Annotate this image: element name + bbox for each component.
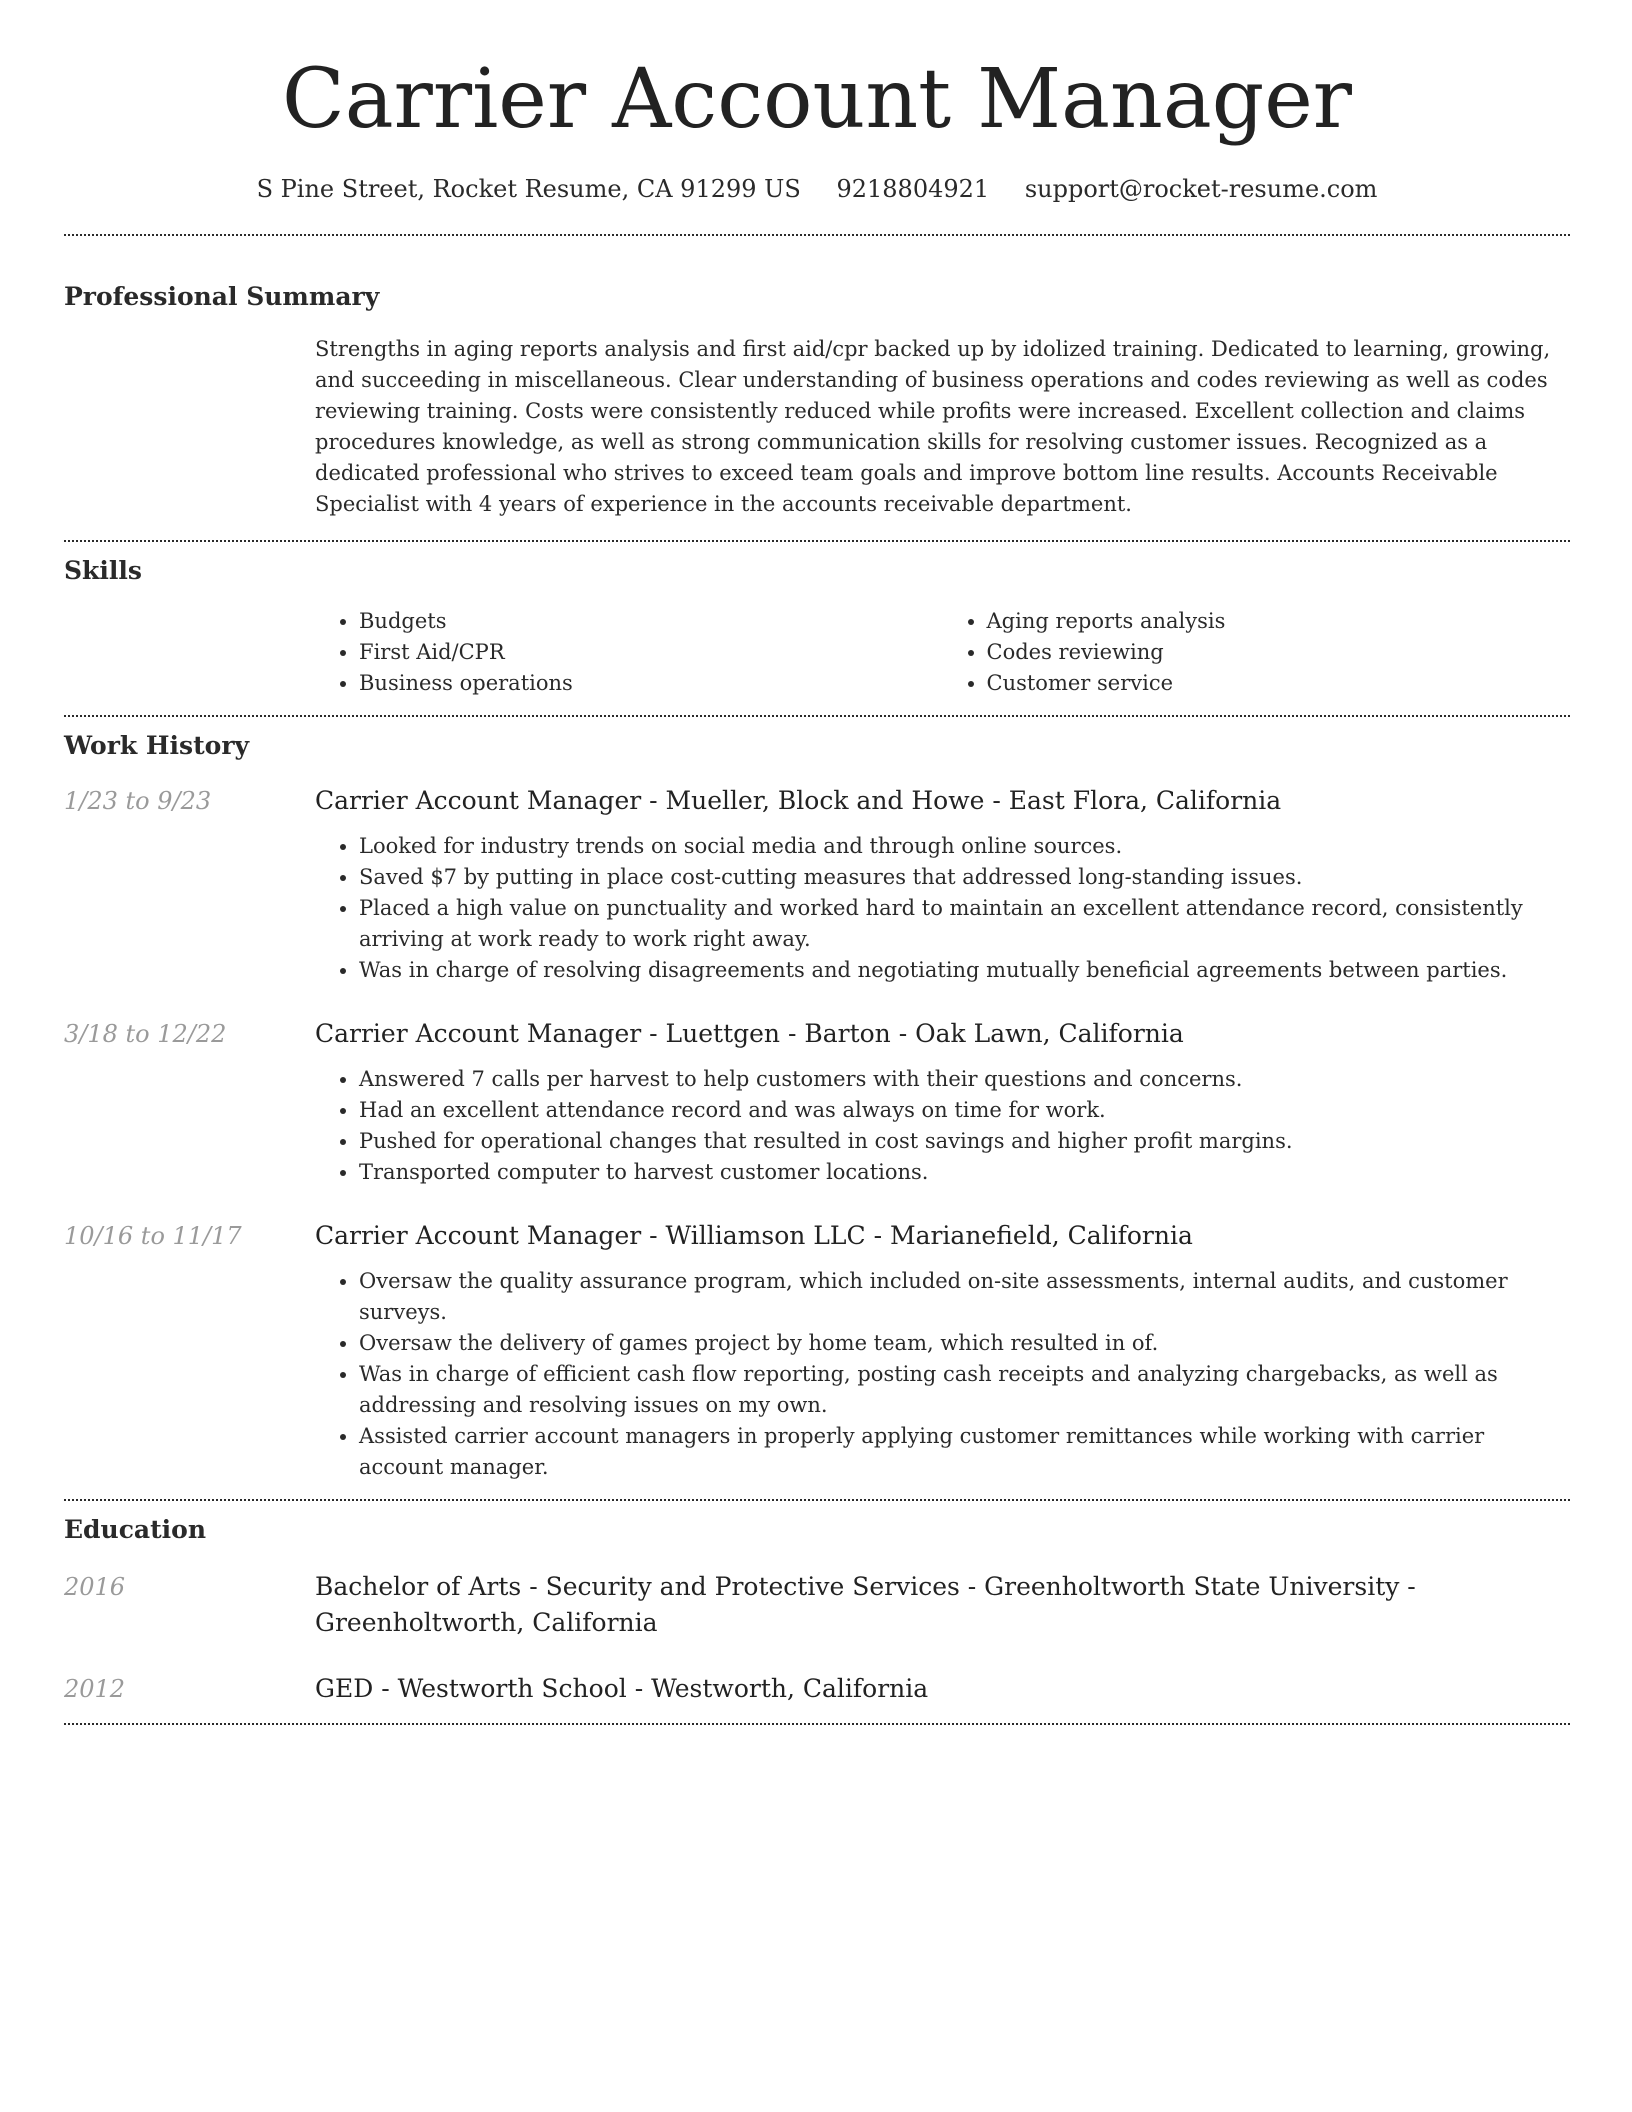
skills-section	[64, 554, 1570, 699]
skill-item: • Budgets	[359, 606, 943, 637]
job-bullets	[315, 831, 1570, 986]
skills-list	[315, 606, 1570, 699]
contact-phone: 9218804921	[836, 175, 990, 203]
job-header	[64, 1218, 1570, 1254]
section-divider	[64, 1723, 1570, 1725]
education-entry	[64, 1671, 1570, 1707]
skill-item: • Aging reports analysis	[987, 606, 1571, 637]
summary-text: Strengths in aging reports analysis and first aid/cpr backed up by idolized training. Dedicated to learning, growing, and succeeding in miscellaneous. Clear understanding of business operations and codes reviewing as well as codes reviewing training. Costs were consistently reduced while profits were increased. Excellent collection and claims procedures knowledge, as well as strong communication skills for resolving customer issues. Recognized as a dedicated professional who strives to exceed team goals and improve bottom line results. Accounts Receivable Specialist with 4 years of experience in the accounts receivable department.	[315, 337, 1551, 516]
job-entry	[64, 1016, 1570, 1188]
work-section	[64, 729, 1570, 1483]
job-heading: Carrier Account Manager - Mueller, Block and Howe - East Flora, California	[315, 786, 1282, 815]
job-entry	[64, 1218, 1570, 1483]
job-bullets	[315, 1064, 1570, 1188]
job-bullet: • Saved $7 by putting in place cost-cutting measures that addressed long-standing issues.	[359, 862, 1570, 893]
section-divider	[64, 1499, 1570, 1501]
summary-title: Professional Summary	[64, 282, 380, 311]
skills-title: Skills	[64, 556, 142, 585]
job-bullet: • Looked for industry trends on social media and through online sources.	[359, 831, 1570, 862]
job-bullet: • Was in charge of efficient cash flow reporting, posting cash receipts and analyzing chargebacks, as well as addressing and resolving issues on my own.	[359, 1359, 1570, 1421]
skills-column-right	[943, 606, 1571, 699]
job-dates: 3/18 to 12/22	[64, 1020, 227, 1048]
skill-item: • Business operations	[359, 668, 943, 699]
skill-item: • Codes reviewing	[987, 637, 1571, 668]
job-bullet: • Had an excellent attendance record and was always on time for work.	[359, 1095, 1570, 1126]
job-heading: Carrier Account Manager - Williamson LLC - Marianefield, California	[315, 1221, 1193, 1250]
work-title: Work History	[64, 731, 250, 760]
resume-page	[64, 0, 1570, 1725]
skill-item: • First Aid/CPR	[359, 637, 943, 668]
job-bullet: • Transported computer to harvest customer locations.	[359, 1157, 1570, 1188]
job-header	[64, 783, 1570, 819]
job-bullet: • Answered 7 calls per harvest to help customers with their questions and concerns.	[359, 1064, 1570, 1095]
section-divider	[64, 715, 1570, 717]
job-bullet: • Assisted carrier account managers in properly applying customer remittances while working with carrier account manager.	[359, 1421, 1570, 1483]
job-heading: Carrier Account Manager - Luettgen - Barton - Oak Lawn, California	[315, 1019, 1184, 1048]
job-bullet: • Pushed for operational changes that resulted in cost savings and higher profit margins.	[359, 1126, 1570, 1157]
education-section	[64, 1513, 1570, 1707]
job-bullet: • Oversaw the delivery of games project by home team, which resulted in of.	[359, 1328, 1570, 1359]
skills-column-left	[315, 606, 943, 699]
contact-email: support@rocket-resume.com	[1024, 175, 1378, 203]
education-title: Education	[64, 1515, 207, 1544]
education-heading: GED - Westworth School - Westworth, California	[315, 1674, 929, 1703]
job-header	[64, 1016, 1570, 1052]
job-entry	[64, 783, 1570, 986]
education-heading: Bachelor of Arts - Security and Protective Services - Greenholtworth State University - Greenholtworth, California	[315, 1572, 1416, 1637]
job-bullet: • Oversaw the quality assurance program, which included on-site assessments, internal audits, and customer surveys.	[359, 1266, 1570, 1328]
skill-item: • Customer service	[987, 668, 1571, 699]
job-dates: 1/23 to 9/23	[64, 787, 212, 815]
education-year: 2012	[64, 1675, 126, 1703]
job-bullet: • Was in charge of resolving disagreements and negotiating mutually beneficial agreements between parties.	[359, 955, 1570, 986]
contact-address: S Pine Street, Rocket Resume, CA 91299 US	[256, 175, 801, 203]
job-bullet: • Placed a high value on punctuality and worked hard to maintain an excellent attendance record, consistently arriving at work ready to work right away.	[359, 893, 1570, 955]
section-divider	[64, 234, 1570, 236]
resume-name: Carrier Account Manager	[282, 52, 1352, 147]
education-entry	[64, 1569, 1570, 1641]
summary-section	[64, 280, 1570, 520]
section-divider	[64, 540, 1570, 542]
job-dates: 10/16 to 11/17	[64, 1222, 242, 1250]
education-year: 2016	[64, 1573, 126, 1601]
contact-line	[64, 172, 1570, 206]
job-bullets	[315, 1266, 1570, 1483]
